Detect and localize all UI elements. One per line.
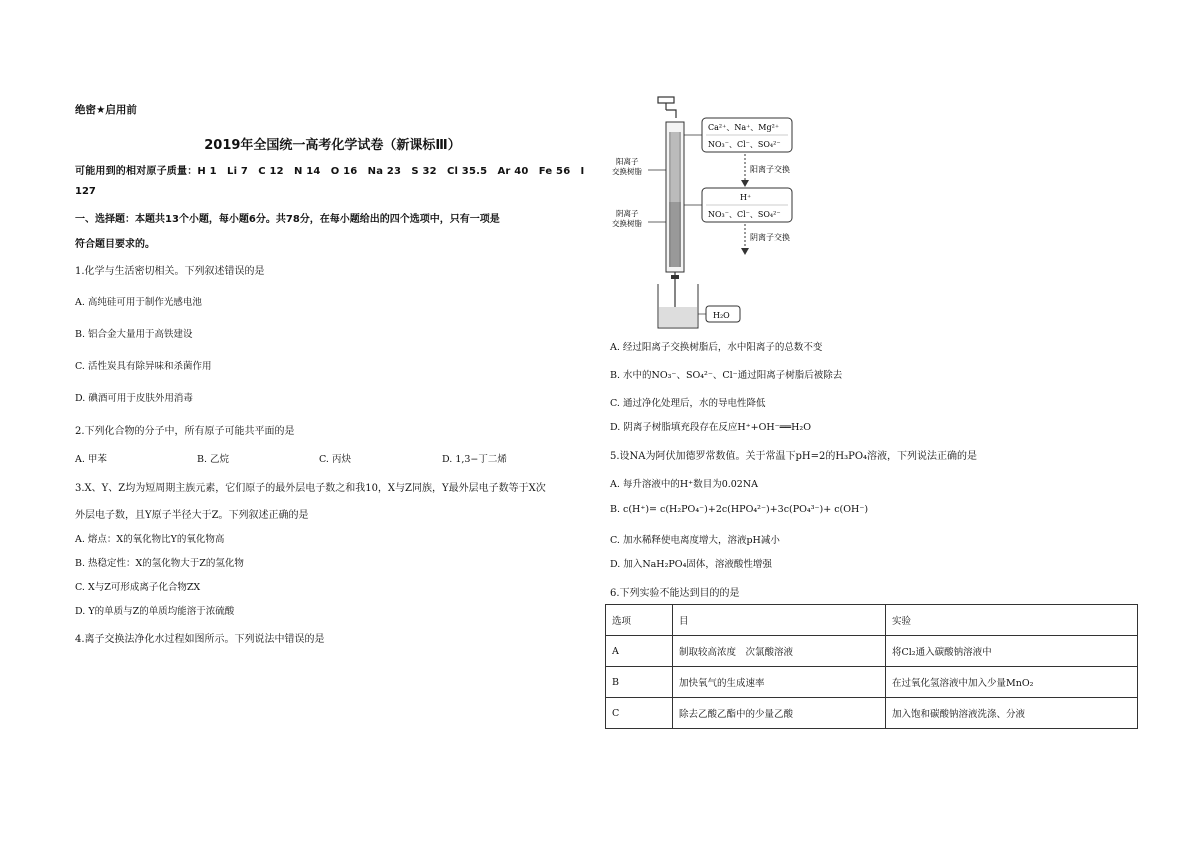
question-5-option-b: B. c(H⁺)= c(H₂PO₄⁻)+2c(HPO₄²⁻)+3c(PO₄³⁻)+ c(OH⁻): [610, 504, 869, 515]
question-1-option-c: C. 活性炭具有除异味和杀菌作用: [75, 361, 212, 372]
influent-anions: NO₃⁻、Cl⁻、SO₄²⁻: [708, 140, 781, 149]
table-cell: 制取较高浓度 次氯酸溶液: [673, 636, 886, 667]
anion-resin-label-2: 交换树脂: [612, 219, 642, 228]
table-cell: A: [606, 636, 673, 667]
question-3-option-b: B. 热稳定性：X的氢化物大于Z的氢化物: [75, 558, 244, 569]
anion-resin-label-1: 阴离子: [616, 209, 639, 218]
intermediate-cation: H⁺: [740, 193, 752, 202]
influent-cations: Ca²⁺、Na⁺、Mg²⁺: [708, 123, 780, 132]
experiment-table: [605, 604, 1138, 729]
atomic-masses-line2: 127: [75, 186, 96, 197]
atomic-masses-line1: 可能用到的相对原子质量：H 1 Li 7 C 12 N 14 O 16 Na 23 S 32 Cl 35.5 Ar 40 Fe 56 I: [75, 166, 585, 177]
table-header-cell: 目: [673, 605, 886, 636]
table-row: [606, 698, 1138, 729]
table-cell: 在过氧化氢溶液中加入少量MnO₂: [886, 667, 1138, 698]
table-cell: 加快氧气的生成速率: [673, 667, 886, 698]
cation-exchange-label: 阳离子交换: [750, 165, 790, 174]
table-header-cell: 选项: [606, 605, 673, 636]
question-4-option-a: A. 经过阳离子交换树脂后，水中阳离子的总数不变: [610, 342, 823, 353]
water-label: H₂O: [713, 311, 730, 320]
ion-exchange-diagram: [610, 92, 810, 332]
question-2-option-b: B. 乙烷: [197, 454, 230, 465]
question-3-stem-line1: 3.X、Y、Z均为短周期主族元素，它们原子的最外层电子数之和我10，X与Z同族，Y最外层电子数等于X次: [75, 483, 546, 494]
cation-exchange-arrow: [741, 154, 790, 187]
question-1-option-b: B. 铝合金大量用于高铁建设: [75, 329, 193, 340]
water-label-box: [698, 306, 740, 322]
cation-resin-label-2: 交换树脂: [612, 167, 642, 176]
question-3-option-a: A. 熔点：X的氧化物比Y的氧化物高: [75, 534, 225, 545]
intermediate-ions-box: [684, 188, 792, 222]
exam-title: 2019年全国统一高考化学试卷（新课标Ⅲ）: [204, 138, 461, 153]
question-2-option-a: A. 甲苯: [75, 454, 107, 465]
question-1-option-a: A. 高纯硅可用于制作光感电池: [75, 297, 202, 308]
table-header-cell: 实验: [886, 605, 1138, 636]
question-5-option-a: A. 每升溶液中的H⁺数目为0.02NA: [610, 479, 759, 490]
faucet-icon: [658, 97, 676, 118]
question-2-option-d: D. 1,3−丁二烯: [442, 454, 507, 465]
table-cell: B: [606, 667, 673, 698]
question-1-stem: 1.化学与生活密切相关。下列叙述错误的是: [75, 266, 265, 277]
table-cell: 除去乙酸乙酯中的少量乙酸: [673, 698, 886, 729]
exchange-column: [666, 122, 684, 307]
question-2-option-c: C. 丙炔: [319, 454, 351, 465]
table-row: [606, 667, 1138, 698]
question-3-option-d: D. Y的单质与Z的单质均能溶于浓硫酸: [75, 606, 235, 617]
table-header-row: [606, 605, 1138, 636]
question-5-option-d: D. 加入NaH₂PO₄固体，溶液酸性增强: [610, 559, 772, 570]
table-cell: 将Cl₂通入碳酸钠溶液中: [886, 636, 1138, 667]
confidential-label: 绝密★启用前: [75, 104, 137, 116]
cation-resin-label-1: 阳离子: [616, 157, 639, 166]
question-5-option-c: C. 加水稀释使电离度增大，溶液pH减小: [610, 535, 780, 546]
beaker: [658, 284, 698, 328]
question-4-option-b: B. 水中的NO₃⁻、SO₄²⁻、Cl⁻通过阳离子树脂后被除去: [610, 370, 843, 381]
question-4-option-c: C. 通过净化处理后，水的导电性降低: [610, 398, 766, 409]
question-3-option-c: C. X与Z可形成离子化合物ZX: [75, 582, 201, 593]
section-instructions-line2: 符合题目要求的。: [75, 239, 155, 250]
question-2-stem: 2.下列化合物的分子中，所有原子可能共平面的是: [75, 426, 295, 437]
anion-exchange-label: 阴离子交换: [750, 233, 790, 242]
table-cell: C: [606, 698, 673, 729]
influent-ions-box: [684, 118, 792, 152]
question-3-stem-line2: 外层电子数，且Y原子半径大于Z。下列叙述正确的是: [75, 510, 309, 521]
question-5-stem: 5.设NA为阿伏加德罗常数值。关于常温下pH=2的H₃PO₄溶液，下列说法正确的是: [610, 451, 978, 462]
table-cell: 加入饱和碳酸钠溶液洗涤、分液: [886, 698, 1138, 729]
anion-exchange-arrow: [741, 224, 790, 255]
section-instructions-line1: 一、选择题：本题共13个小题，每小题6分。共78分，在每小题给出的四个选项中，只有一项是: [75, 214, 500, 225]
question-4-option-d: D. 阴离子树脂填充段存在反应H⁺+OH⁻══H₂O: [610, 422, 811, 433]
question-6-stem: 6.下列实验不能达到目的的是: [610, 588, 740, 599]
question-4-stem: 4.离子交换法净化水过程如图所示。下列说法中错误的是: [75, 634, 325, 645]
intermediate-anions: NO₃⁻、Cl⁻、SO₄²⁻: [708, 210, 781, 219]
table-row: [606, 636, 1138, 667]
question-1-option-d: D. 碘酒可用于皮肤外用消毒: [75, 393, 193, 404]
